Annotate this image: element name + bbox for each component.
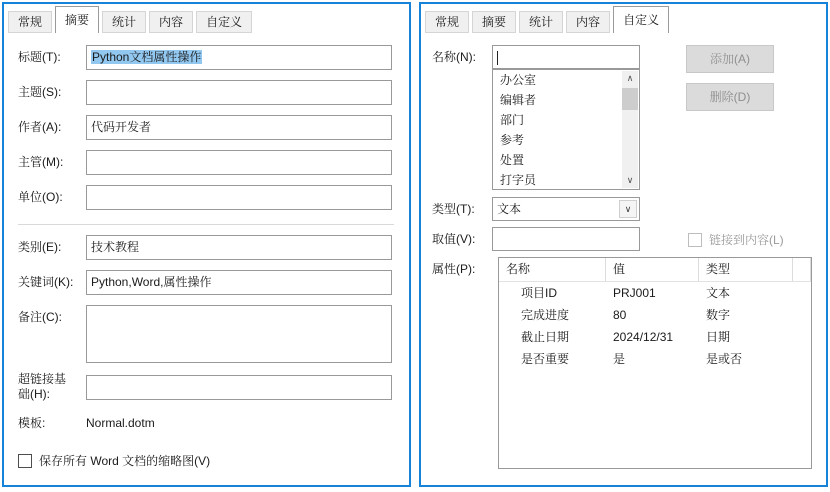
- column-header-type: 类型: [699, 258, 793, 281]
- tab-contents[interactable]: 内容: [566, 11, 610, 33]
- cell-value: 是: [613, 352, 626, 366]
- tab-general[interactable]: 常规: [425, 11, 469, 33]
- title-label: 标题(T):: [18, 50, 61, 64]
- chevron-down-icon[interactable]: ∨: [619, 200, 637, 218]
- table-row[interactable]: [499, 304, 811, 326]
- tab-statistics[interactable]: 统计: [519, 11, 563, 33]
- tab-general[interactable]: 常规: [8, 11, 52, 33]
- properties-table: [498, 257, 812, 469]
- tab-statistics[interactable]: 统计: [102, 11, 146, 33]
- value-input[interactable]: [492, 227, 640, 251]
- type-selected-value: 文本: [497, 202, 522, 216]
- comments-textarea[interactable]: [86, 305, 392, 363]
- cell-value: 2024/12/31: [613, 330, 674, 344]
- delete-button[interactable]: 删除(D): [686, 83, 774, 111]
- subject-label: 主题(S):: [18, 85, 62, 99]
- manager-input[interactable]: [86, 150, 392, 175]
- cell-name: 项目ID: [521, 286, 558, 300]
- cell-type: 文本: [706, 286, 731, 300]
- save-thumbnail-label: 保存所有 Word 文档的缩略图(V): [39, 454, 211, 468]
- column-header-extra: [793, 258, 811, 281]
- list-item[interactable]: 办公室: [500, 73, 537, 87]
- hyperlink-base-input[interactable]: [86, 375, 392, 400]
- type-dropdown[interactable]: [492, 197, 640, 221]
- selected-text: Python文档属性操作: [92, 50, 202, 64]
- cell-name: 完成进度: [521, 308, 570, 322]
- cell-value: PRJ001: [613, 286, 656, 300]
- scrollbar[interactable]: [622, 71, 638, 188]
- subject-input[interactable]: [86, 80, 392, 105]
- keywords-input[interactable]: Python,Word,属性操作: [86, 270, 392, 295]
- link-to-content-label: 链接到内容(L): [709, 233, 784, 247]
- column-header-name: 名称: [499, 258, 606, 281]
- name-label: 名称(N):: [432, 50, 476, 64]
- list-item[interactable]: 处置: [500, 153, 525, 167]
- scroll-down-icon[interactable]: ∨: [626, 175, 634, 185]
- custom-dialog-panel: [419, 2, 828, 487]
- cell-type: 是或否: [706, 352, 743, 366]
- save-thumbnail-checkbox-row: [18, 452, 210, 469]
- list-item[interactable]: 部门: [500, 113, 525, 127]
- list-item[interactable]: 参考: [500, 133, 525, 147]
- table-row[interactable]: [499, 326, 811, 348]
- keywords-label: 关键词(K):: [18, 275, 74, 289]
- template-label: 模板:: [18, 416, 46, 430]
- title-input[interactable]: [86, 45, 392, 70]
- tab-bar: [425, 6, 672, 33]
- type-label: 类型(T):: [432, 202, 475, 216]
- author-label: 作者(A):: [18, 120, 62, 134]
- value-label: 取值(V):: [432, 232, 476, 246]
- properties-label: 属性(P):: [432, 262, 476, 276]
- tab-summary[interactable]: 摘要: [472, 11, 516, 33]
- summary-dialog-panel: [2, 2, 411, 487]
- table-row[interactable]: [499, 282, 811, 304]
- cell-type: 数字: [706, 308, 731, 322]
- tab-custom[interactable]: 自定义: [613, 6, 669, 33]
- column-header-value: 值: [606, 258, 699, 281]
- author-input[interactable]: 代码开发者: [86, 115, 392, 140]
- template-value: Normal.dotm: [86, 416, 155, 430]
- section-divider: [18, 224, 394, 225]
- cell-name: 是否重要: [521, 352, 570, 366]
- save-thumbnail-checkbox[interactable]: [18, 454, 32, 468]
- category-input[interactable]: 技术教程: [86, 235, 392, 260]
- text-caret: [497, 51, 498, 65]
- table-row[interactable]: [499, 348, 811, 370]
- list-item[interactable]: 编辑者: [500, 93, 537, 107]
- name-input[interactable]: [492, 45, 640, 69]
- link-to-content-checkbox-row: [688, 231, 784, 248]
- tab-summary[interactable]: 摘要: [55, 6, 99, 33]
- cell-value: 80: [613, 308, 627, 322]
- tab-contents[interactable]: 内容: [149, 11, 193, 33]
- cell-name: 截止日期: [521, 330, 570, 344]
- scrollbar-thumb[interactable]: [622, 88, 638, 110]
- company-input[interactable]: [86, 185, 392, 210]
- tab-bar: [8, 6, 255, 33]
- cell-type: 日期: [706, 330, 731, 344]
- name-listbox[interactable]: [492, 69, 640, 190]
- add-button[interactable]: 添加(A): [686, 45, 774, 73]
- manager-label: 主管(M):: [18, 155, 64, 169]
- hyperlink-base-label: 超链接基础(H):: [18, 372, 67, 401]
- list-item[interactable]: 打字员: [500, 173, 537, 187]
- comments-label: 备注(C):: [18, 310, 62, 324]
- category-label: 类别(E):: [18, 240, 62, 254]
- link-to-content-checkbox[interactable]: [688, 233, 702, 247]
- tab-custom[interactable]: 自定义: [196, 11, 252, 33]
- scroll-up-icon[interactable]: ∧: [626, 73, 634, 83]
- table-header: [499, 258, 811, 282]
- company-label: 单位(O):: [18, 190, 63, 204]
